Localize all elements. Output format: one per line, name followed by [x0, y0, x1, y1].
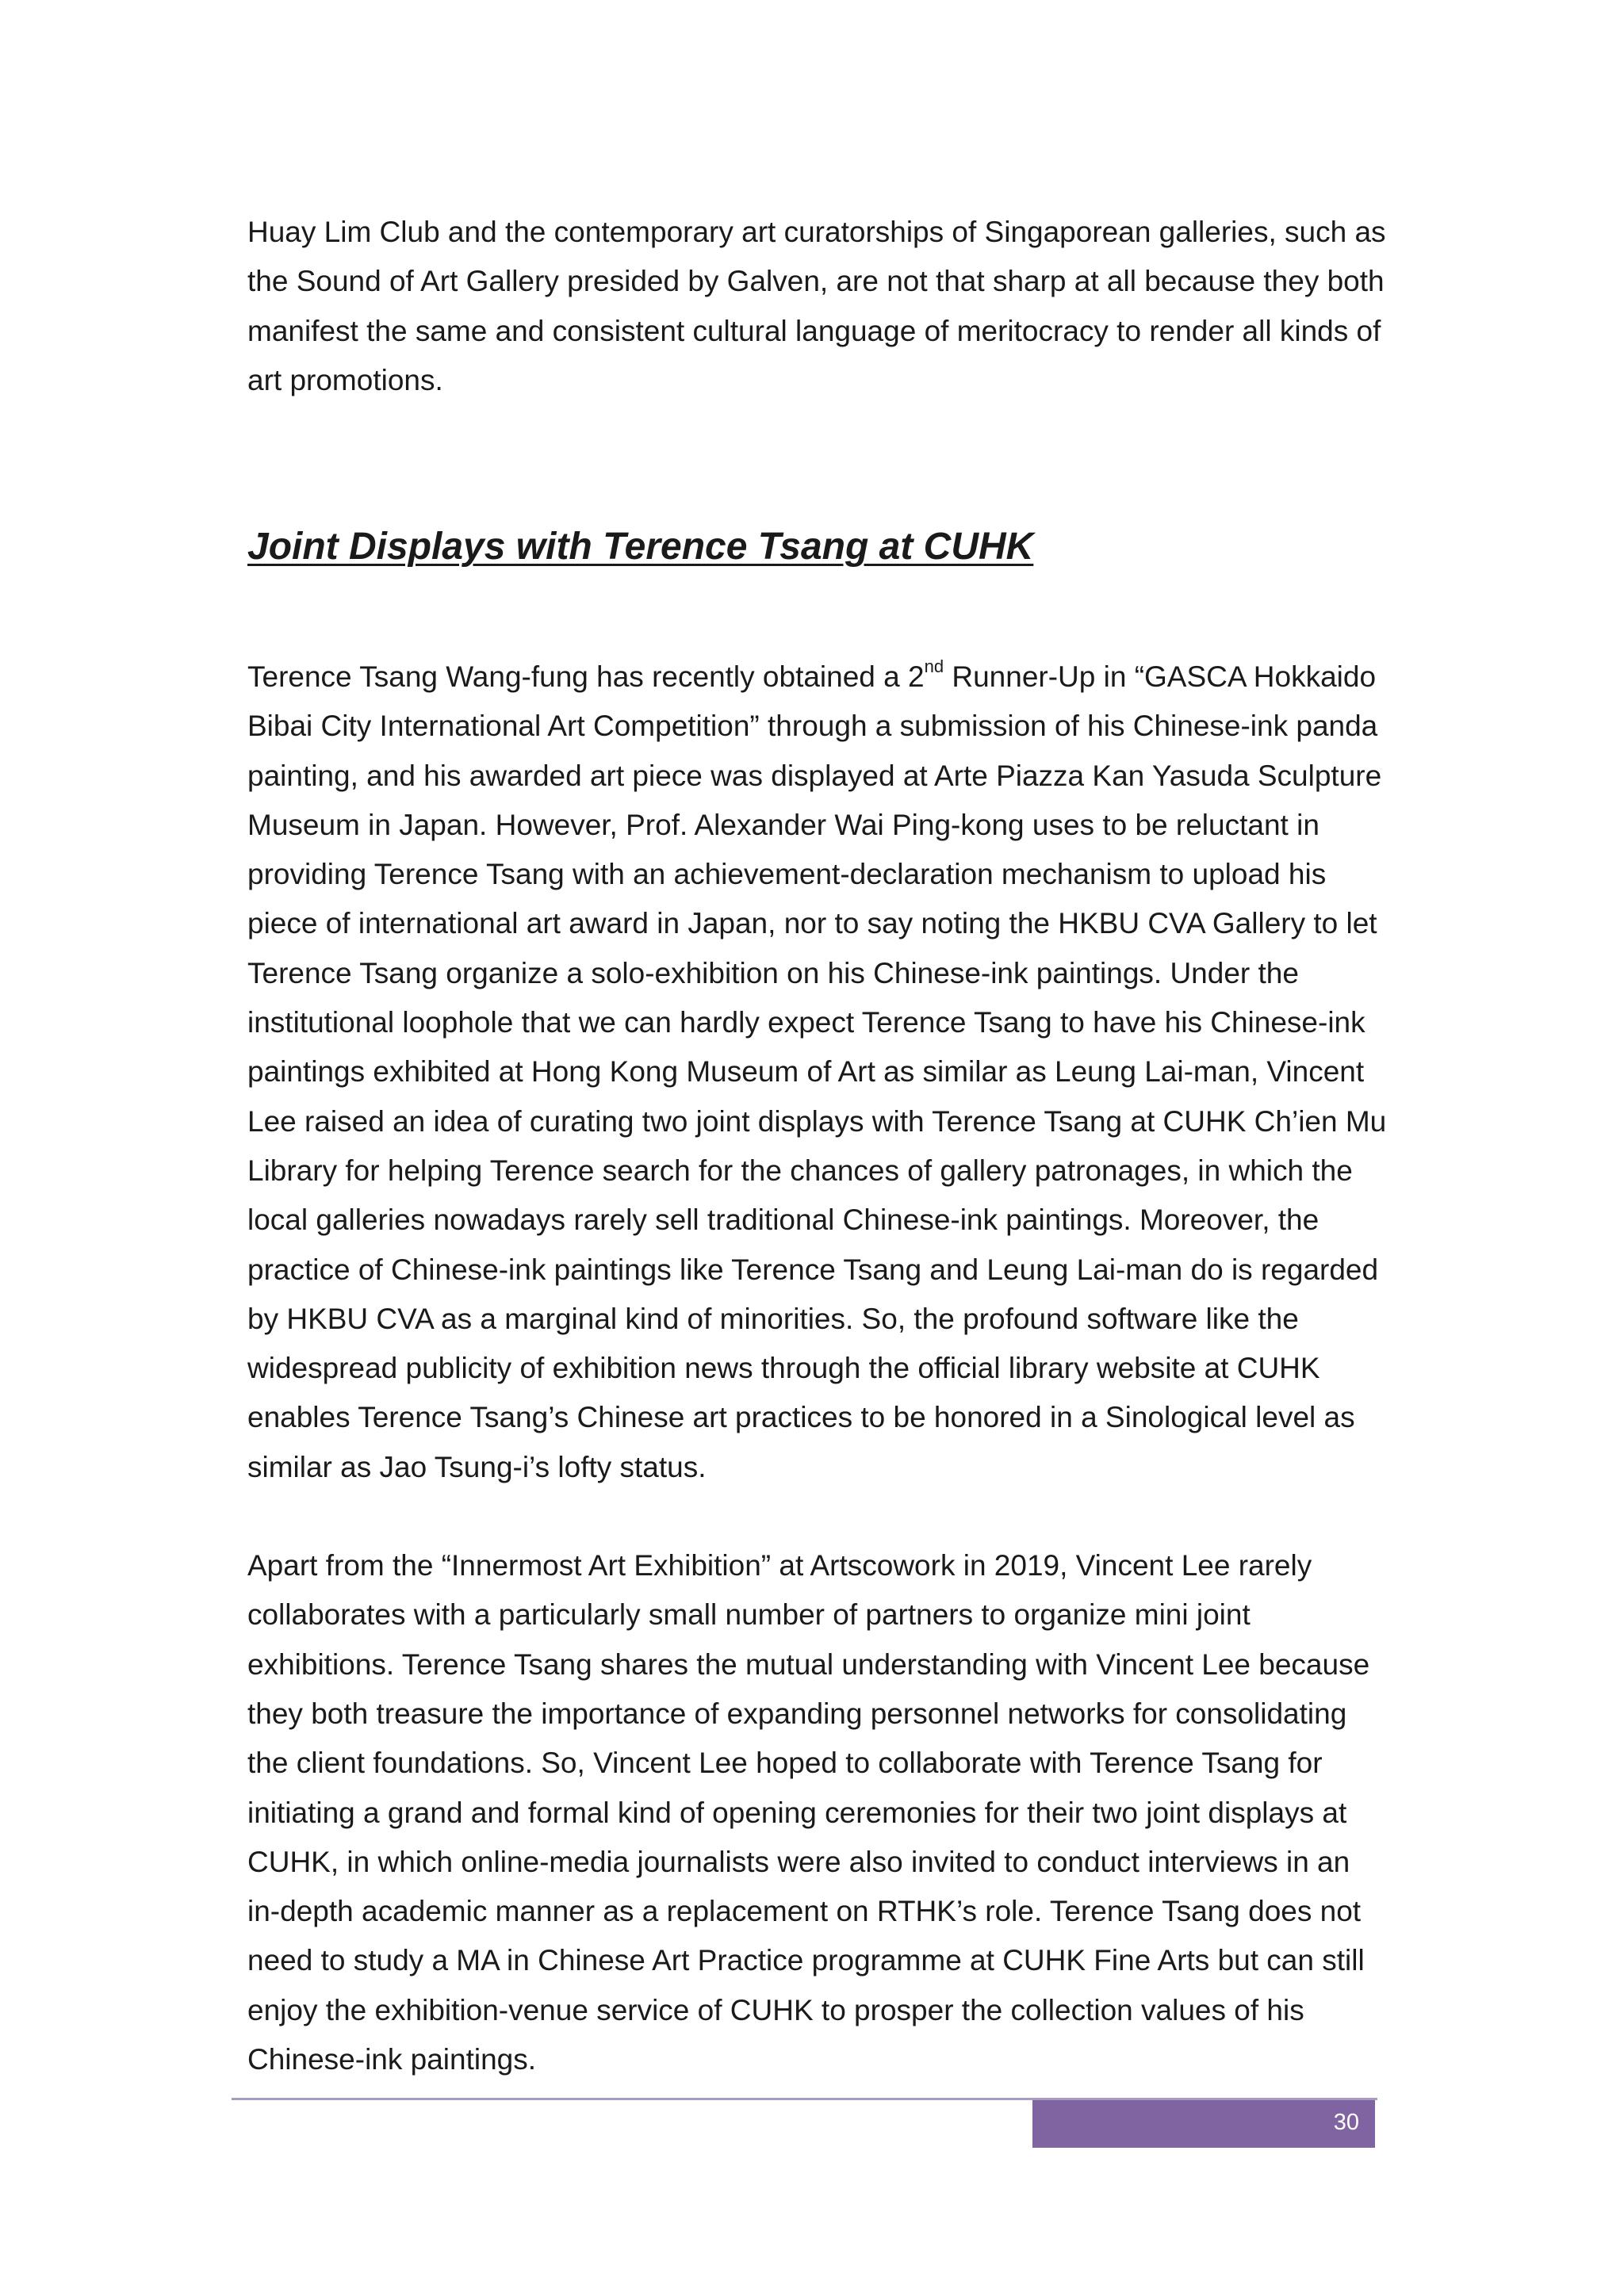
paragraph-1-text-start: Terence Tsang Wang-fung has recently obtained a 2: [247, 660, 925, 693]
page-number-box: [1032, 2100, 1375, 2148]
body-paragraph-1: [247, 652, 1389, 1492]
ordinal-suffix: nd: [924, 656, 944, 676]
intro-paragraph: Huay Lim Club and the contemporary art curatorships of Singaporean galleries, such as the Sound of Art Gallery presided by Galven, are not that sharp at all because they both manifest the same and consistent cultural language of meritocracy to render all kinds of art promotions.: [247, 216, 1386, 396]
body-paragraph-2: Apart from the “Innermost Art Exhibition” at Artscowork in 2019, Vincent Lee rarely collaborates with a particularly small number of partners to organize mini joint exhibitions. Terence Tsang shares the mutual understanding with Vincent Lee because they both treasure the importance of expanding personnel networks for consolidating the client foundations. So, Vincent Lee hoped to collaborate with Terence Tsang for initiating a grand and formal kind of opening ceremonies for their two joint displays at CUHK, in which online-media journalists were also invited to conduct interviews in an in-depth academic manner as a replacement on RTHK’s role. Terence Tsang does not need to study a MA in Chinese Art Practice programme at CUHK Fine Arts but can still enjoy the exhibition-venue service of CUHK to prosper the collection values of his Chinese-ink paintings.: [247, 1549, 1370, 2076]
intro-block: [247, 208, 1389, 405]
page-number: 30: [1333, 2110, 1359, 2135]
paragraph-1-text-rest: Runner-Up in “GASCA Hokkaido Bibai City International Art Competition” through a submission of his Chinese-ink panda painting, and his awarded art piece was displayed at Arte Piazza Kan Yasuda Sculpture Museum in Japan. However, Prof. Alexander Wai Ping-kong uses to be reluctant in providing Terence Tsang with an achievement-declaration mechanism to upload his piece of international art award in Japan, nor to say noting the HKBU CVA Gallery to let Terence Tsang organize a solo-exhibition on his Chinese-ink paintings. Under the institutional loophole that we can hardly expect Terence Tsang to have his Chinese-ink paintings exhibited at Hong Kong Museum of Art as similar as Leung Lai-man, Vincent Lee raised an idea of curating two joint displays with Terence Tsang at CUHK Ch’ien Mu Library for helping Terence search for the chances of gallery patronages, in which the local galleries nowadays rarely sell traditional Chinese-ink paintings. Moreover, the practice of Chinese-ink paintings like Terence Tsang and Leung Lai-man do is regarded by HKBU CVA as a marginal kind of minorities. So, the profound software like the widespread publicity of exhibition news through the official library website at CUHK enables Terence Tsang’s Chinese art practices to be honored in a Sinological level as similar as Jao Tsung-i’s lofty status.: [247, 660, 1387, 1483]
section-heading: Joint Displays with Terence Tsang at CUHK: [247, 526, 1034, 568]
section-body: [247, 652, 1389, 2084]
